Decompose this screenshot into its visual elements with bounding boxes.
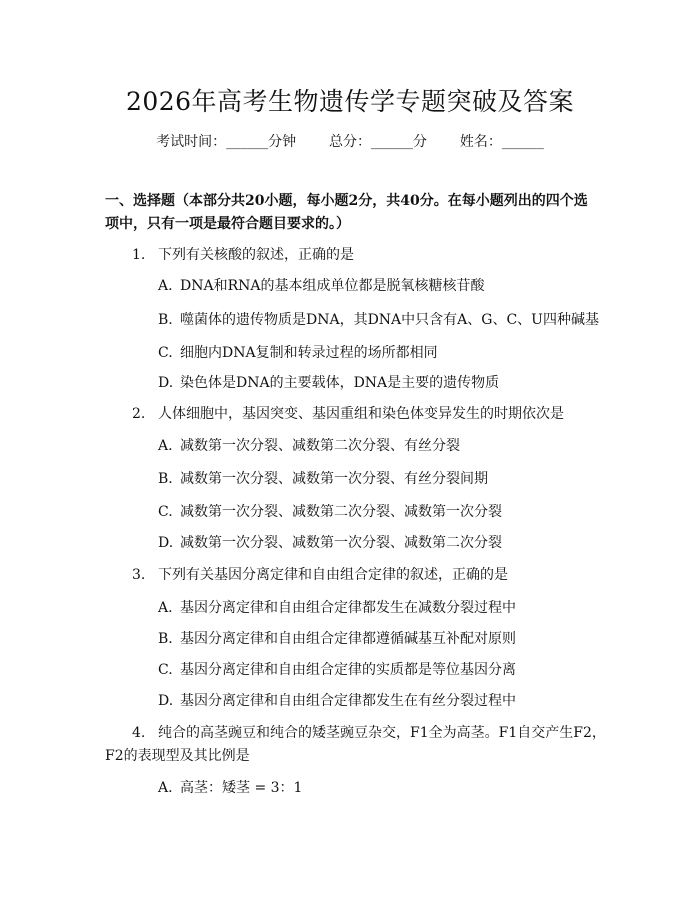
exam-info-row — [0, 131, 700, 151]
name-field: 姓名：______ — [459, 134, 544, 150]
option-text: 染色体是DNA的主要载体，DNA是主要的遗传物质 — [180, 375, 500, 391]
option-3c — [158, 659, 516, 679]
option-3b — [158, 628, 516, 648]
option-letter: B. — [158, 471, 173, 487]
question-4 — [132, 722, 606, 742]
option-text: 减数第一次分裂、减数第二次分裂、减数第一次分裂 — [180, 504, 502, 520]
option-4a — [158, 777, 302, 797]
option-letter: D. — [158, 375, 174, 391]
question-number: 4. — [132, 725, 146, 741]
option-text: 细胞内DNA复制和转录过程的场所都相同 — [180, 345, 438, 361]
option-letter: A. — [158, 278, 173, 294]
option-text: 噬菌体的遗传物质是DNA，其DNA中只含有A、G、C、U四种碱基 — [180, 312, 599, 328]
option-text: 基因分离定律和自由组合定律的实质都是等位基因分离 — [180, 662, 516, 678]
question-number: 3. — [132, 567, 146, 583]
option-3a — [158, 597, 516, 617]
option-3d — [158, 690, 516, 710]
option-2c — [158, 501, 502, 521]
option-letter: C. — [158, 504, 173, 520]
option-letter: B. — [158, 312, 173, 328]
option-text: 高茎：矮茎 = 3：1 — [180, 780, 303, 796]
question-text-line2: F2的表现型及其比例是 — [105, 748, 250, 764]
option-2d — [158, 532, 502, 552]
question-1 — [132, 244, 354, 264]
option-letter: D. — [158, 535, 174, 551]
option-letter: B. — [158, 631, 173, 647]
question-2 — [132, 403, 564, 423]
question-text-line1: 纯合的高茎豌豆和纯合的矮茎豌豆杂交，F1全为高茎。F1自交产生F2， — [158, 725, 606, 741]
option-1a — [158, 275, 485, 295]
exam-time-field: 考试时间：______分钟 — [156, 134, 297, 150]
question-3 — [132, 564, 508, 584]
option-text: 基因分离定律和自由组合定律都发生在有丝分裂过程中 — [180, 693, 516, 709]
option-2a — [158, 435, 460, 455]
option-letter: C. — [158, 345, 173, 361]
question-text: 下列有关核酸的叙述，正确的是 — [158, 247, 354, 263]
option-letter: A. — [158, 438, 173, 454]
option-1d — [158, 372, 499, 392]
question-number: 1. — [132, 247, 146, 263]
section-heading: 一、选择题（本部分共20小题，每小题2分，共40分。在每小题列出的四个选项中，只有一项是最符合题目要求的。） — [105, 193, 588, 232]
option-text: 基因分离定律和自由组合定律都发生在减数分裂过程中 — [180, 600, 516, 616]
option-text: 减数第一次分裂、减数第二次分裂、有丝分裂 — [180, 438, 460, 454]
question-number: 2. — [132, 406, 146, 422]
option-1c — [158, 342, 438, 362]
option-text: 减数第一次分裂、减数第一次分裂、减数第二次分裂 — [180, 535, 502, 551]
option-2b — [158, 468, 488, 488]
option-1b — [158, 309, 599, 329]
question-text: 人体细胞中，基因突变、基因重组和染色体变异发生的时期依次是 — [158, 406, 564, 422]
option-text: DNA和RNA的基本组成单位都是脱氧核糖核苷酸 — [180, 278, 485, 294]
total-score-field: 总分：______分 — [329, 134, 427, 150]
question-4-continuation — [105, 745, 250, 765]
question-text: 下列有关基因分离定律和自由组合定律的叙述，正确的是 — [158, 567, 508, 583]
option-text: 减数第一次分裂、减数第一次分裂、有丝分裂间期 — [180, 471, 488, 487]
option-letter: A. — [158, 780, 173, 796]
option-text: 基因分离定律和自由组合定律都遵循碱基互补配对原则 — [180, 631, 516, 647]
option-letter: C. — [158, 662, 173, 678]
option-letter: D. — [158, 693, 174, 709]
option-letter: A. — [158, 600, 173, 616]
page-title: 2026年高考生物遗传学专题突破及答案 — [125, 87, 575, 116]
